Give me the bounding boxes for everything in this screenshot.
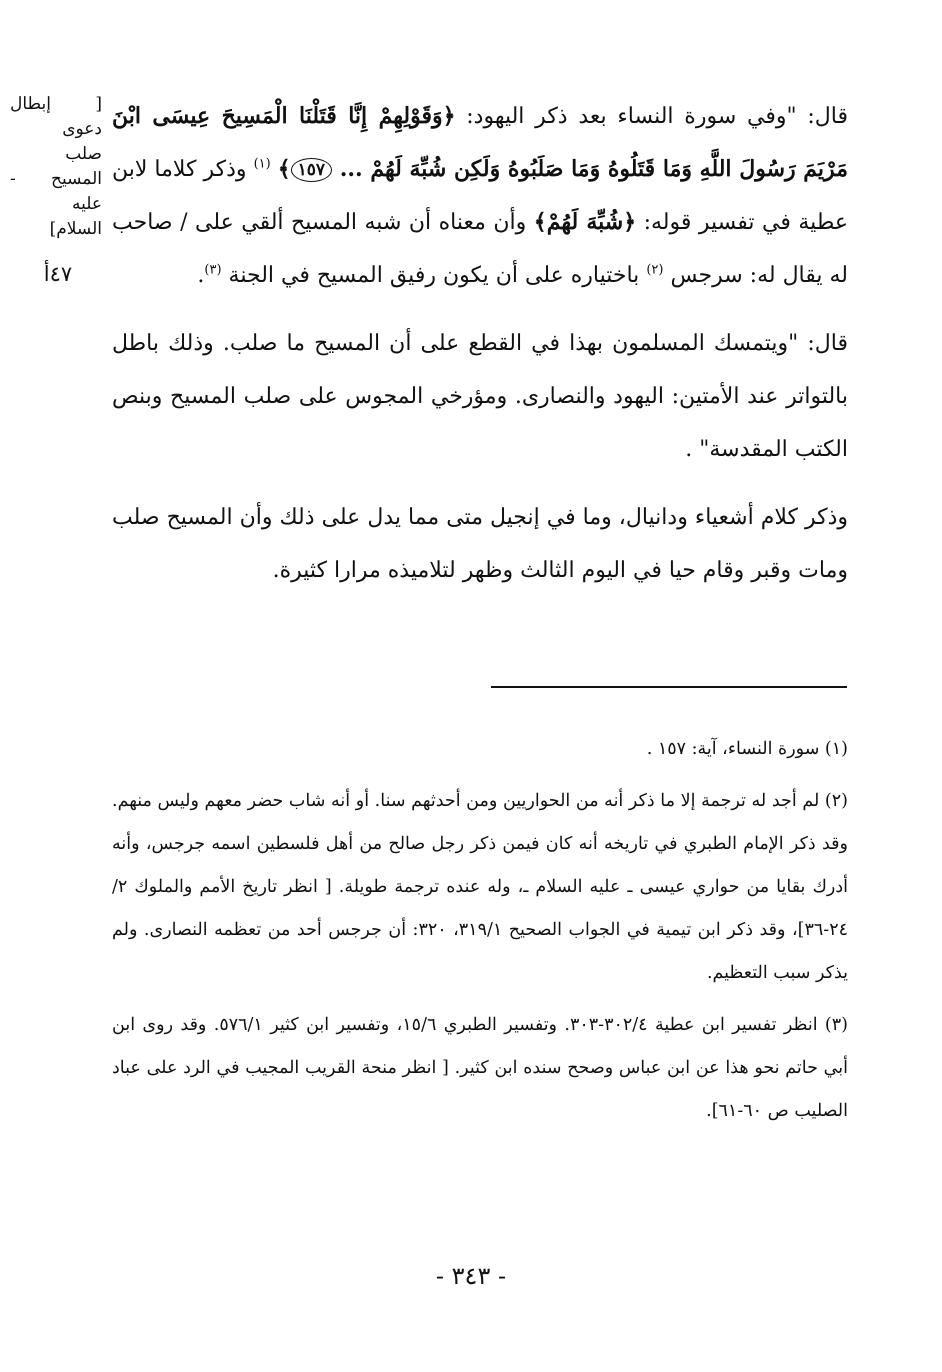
margin-note-line: صلب — [65, 144, 102, 164]
quran-bracket: ﴾ — [277, 156, 291, 182]
text-segment: قال: "وفي سورة النساء بعد ذكر اليهود: — [455, 104, 849, 129]
footnote-ref-3: (٣) — [204, 262, 222, 278]
margin-note-line: [ إبطال — [10, 94, 102, 114]
ayah-number-marker: ١٥٧ — [291, 158, 332, 182]
text-segment: باختياره على أن يكون رفيق المسيح في الجنة — [221, 263, 647, 288]
footnote-1: (١) سورة النساء، آية: ١٥٧ . — [646, 739, 848, 759]
margin-note-line: عليه — [71, 194, 102, 214]
footnote-separator — [491, 686, 847, 688]
quran-verse: ﴿شُبِّهَ لَهُمْ﴾ — [533, 209, 637, 235]
footnote-ref-1: (١) — [253, 156, 271, 172]
margin-note-line: السلام] — [49, 219, 102, 239]
quran-verse-text: ﴿وَقَوْلِهِمْ إِنَّا قَتَلْنَا الْمَسِيحَ عِيسَى ابْنَ مَرْيَمَ رَسُولَ اللَّهِ وَمَا قَتَلُوهُ وَمَا صَلَبُوهُ وَلَكِن شُبِّهَ لَهُمْ ... — [112, 103, 848, 182]
text-segment: . — [197, 263, 205, 288]
paragraph-2: قال: "ويتمسك المسلمون بهذا في القطع على أن المسيح ما صلب. وذلك باطل بالتواتر عند الأمتين: اليهود والنصارى. ومؤرخي المجوس على صلب المسيح وبنص الكتب المقدسة" . — [112, 331, 848, 462]
main-text — [112, 90, 848, 612]
paragraph-3: وذكر كلام أشعياء ودانيال، وما في إنجيل متى مما يدل على ذلك وأن المسيح صلب ومات وقبر وقام حيا في اليوم الثالث وظهر لتلاميذه مرارا كثيرة. — [112, 505, 848, 583]
footnote-ref-2: (٢) — [646, 262, 664, 278]
page-number: - ٣٤٣ - — [435, 1262, 507, 1290]
footnotes — [112, 728, 848, 1142]
footnote-3: (٣) انظر تفسير ابن عطية ٣٠٢/٤-٣٠٣. وتفسير الطبري ١٥/٦، وتفسير ابن كثير ٥٧٦/١. وقد روى ابن أبي حاتم نحو هذا عن ابن عباس وصحح سنده ابن كثير. [ انظر منحة القريب المجيب في الرد على عباد الصليب ص ٦٠-٦١]. — [112, 1015, 848, 1121]
margin-note-line: المسيح - — [10, 169, 102, 189]
footnote-2: (٢) لم أجد له ترجمة إلا ما ذكر أنه من الحواريين ومن أحدثهم سنا. أو أنه شاب حضر معهم وليس منهم. وقد ذكر الإمام الطبري في تاريخه أنه كان فيمن ذكر رجل صالح من أهل فلسطين اسمه جرجس، وأنه أدرك بقايا من حواري عيسى ـ عليه السلام ـ، وله عنده ترجمة طويلة. [ انظر تاريخ الأمم والملوك ٢/ ٢٤-٣٦]، وقد ذكر ابن تيمية في الجواب الصحيح ٣١٩/١، ٣٢٠: أن جرجس أحد من تعظمه النصارى. ولم يذكر سبب التعظيم. — [112, 791, 848, 983]
text-segment: وأن معناه أن شبه المسيح ألقي على / صاحب له يقال له: سرجس — [112, 210, 848, 288]
paragraph-1 — [112, 90, 848, 302]
manuscript-folio-marker: ٤٧أ — [43, 262, 73, 286]
margin-note-line: دعوى — [62, 119, 102, 139]
text-segment: وذكر كلاما لابن عطية في تفسير قوله: — [112, 157, 848, 235]
margin-note — [10, 92, 102, 242]
